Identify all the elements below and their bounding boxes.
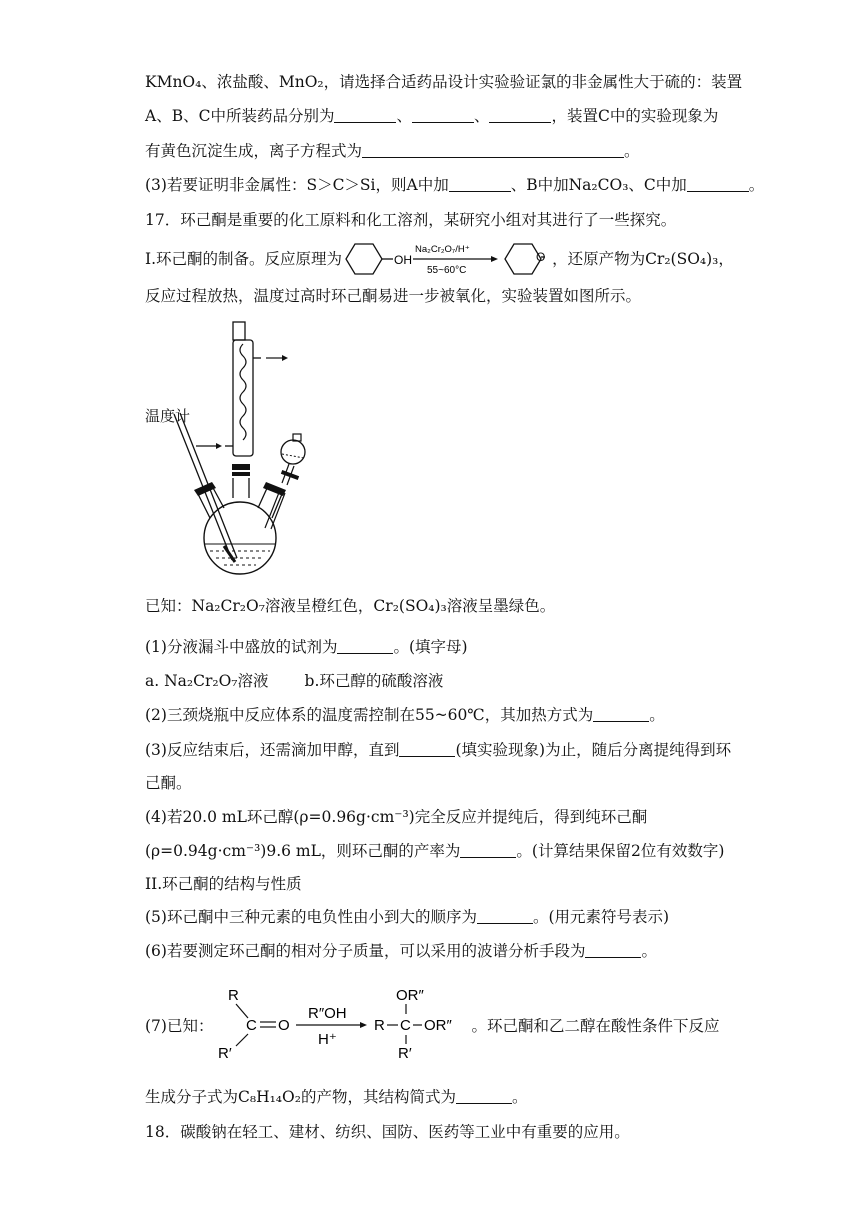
carbonyl-oxygen-label: O: [536, 250, 546, 264]
answer-blank[interactable]: [362, 142, 624, 158]
sub-question-1: (1)分液漏斗中盛放的试剂为 。(填字母): [145, 638, 468, 656]
answer-blank[interactable]: [687, 176, 749, 192]
text-line: 反应过程放热，温度过高时环己酮易进一步被氧化，实验装置如图所示。: [145, 287, 642, 305]
text-line: A、B、C中所装药品分别为 、 、 ，装置C中的实验现象为: [145, 107, 719, 125]
apparatus-diagram: [140, 318, 340, 578]
ketal-reaction-scheme: [210, 982, 472, 1062]
stopper: [232, 464, 250, 470]
sub-question-5: (5)环己酮中三种元素的电负性由小到大的顺序为 。(用元素符号表示): [145, 908, 670, 926]
sub-question-7: (7)已知： 。环己酮和乙二醇在酸性条件下反应: [145, 1017, 720, 1035]
section-heading: II.环己酮的结构与性质: [145, 875, 302, 893]
condenser-coil: [240, 344, 246, 440]
text-line: 有黄色沉淀生成，离子方程式为 。: [145, 142, 640, 160]
answer-blank[interactable]: [337, 638, 393, 654]
svg-text:C: C: [400, 1017, 411, 1034]
text-line: (3)若要证明非金属性：S＞C＞Si，则A中加 、B中加Na₂CO₃、C中加 。: [145, 176, 765, 194]
answer-blank[interactable]: [489, 107, 551, 123]
text-line: KMnO₄、浓盐酸、MnO₂，请选择合适药品设计实验验证氯的非金属性大于硫的：装置: [145, 73, 743, 91]
text-line: (ρ=0.94g·cm⁻³)9.6 mL，则环己酮的产率为 。(计算结果保留2位有效数字): [145, 842, 725, 860]
svg-text:R′: R′: [398, 1045, 412, 1062]
sub-question-4: (4)若20.0 mL环己醇(ρ=0.96g·cm⁻³)完全反应并提纯后，得到纯环己酮: [145, 808, 648, 826]
option-b: b.环己醇的硫酸溶液: [304, 672, 444, 690]
three-neck-flask: [204, 502, 276, 574]
svg-text:H⁺: H⁺: [318, 1031, 337, 1048]
thermometer-label: 温度计: [145, 407, 191, 425]
answer-blank[interactable]: [449, 176, 511, 192]
text-line: 生成分子式为C₈H₁₄O₂的产物，其结构简式为 。: [145, 1088, 528, 1106]
svg-text:R′: R′: [218, 1045, 232, 1062]
reagent-label: Na₂Cr₂O₇/H⁺: [415, 244, 470, 255]
known-info: 已知：Na₂Cr₂O₇溶液呈橙红色，Cr₂(SO₄)₃溶液呈墨绿色。: [145, 597, 556, 615]
separatory-funnel: [281, 440, 305, 464]
option-a: a. Na₂Cr₂O₇溶液: [145, 672, 269, 690]
hydroxyl-label: OH: [394, 253, 412, 267]
svg-text:OR″: OR″: [424, 1017, 452, 1034]
answer-blank[interactable]: [412, 107, 474, 123]
text-line: 己酮。: [145, 774, 192, 792]
sub-question-2: (2)三颈烧瓶中反应体系的温度需控制在55~60℃，其加热方式为 。: [145, 706, 665, 724]
question-18-stem: 18．碳酸钠在轻工、建材、纺织、国防、医药等工业中有重要的应用。: [145, 1123, 630, 1141]
answer-blank[interactable]: [334, 107, 396, 123]
question-17-stem: 17．环己酮是重要的化工原料和化工溶剂，某研究小组对其进行了一些探究。: [145, 211, 677, 229]
text-line: I.环己酮的制备。反应原理为 ，还原产物为Cr₂(SO₄)₃，: [145, 250, 734, 268]
options-line: [145, 670, 443, 692]
answer-blank[interactable]: [477, 908, 533, 924]
cyclohexanol-ring: [346, 244, 382, 274]
answer-blank[interactable]: [460, 842, 516, 858]
answer-blank[interactable]: [456, 1088, 512, 1104]
svg-text:C: C: [246, 1017, 257, 1034]
answer-blank[interactable]: [593, 706, 649, 722]
svg-text:R: R: [374, 1017, 385, 1034]
svg-text:OR″: OR″: [396, 987, 424, 1004]
oxidation-reaction-scheme: [333, 236, 545, 282]
svg-text:R″OH: R″OH: [308, 1005, 347, 1022]
thermometer: [174, 414, 232, 560]
condenser-jacket: [233, 340, 253, 456]
sub-question-3: (3)反应结束后，还需滴加甲醇，直到 (填实验现象)为止，随后分离提纯得到环: [145, 741, 732, 759]
sub-question-6: (6)若要测定环己酮的相对分子质量，可以采用的波谱分析手段为 。: [145, 942, 657, 960]
temperature-label: 55~60°C: [427, 265, 467, 276]
svg-text:O: O: [278, 1017, 290, 1034]
answer-blank[interactable]: [399, 741, 455, 757]
svg-text:R: R: [228, 987, 239, 1004]
answer-blank[interactable]: [585, 942, 641, 958]
